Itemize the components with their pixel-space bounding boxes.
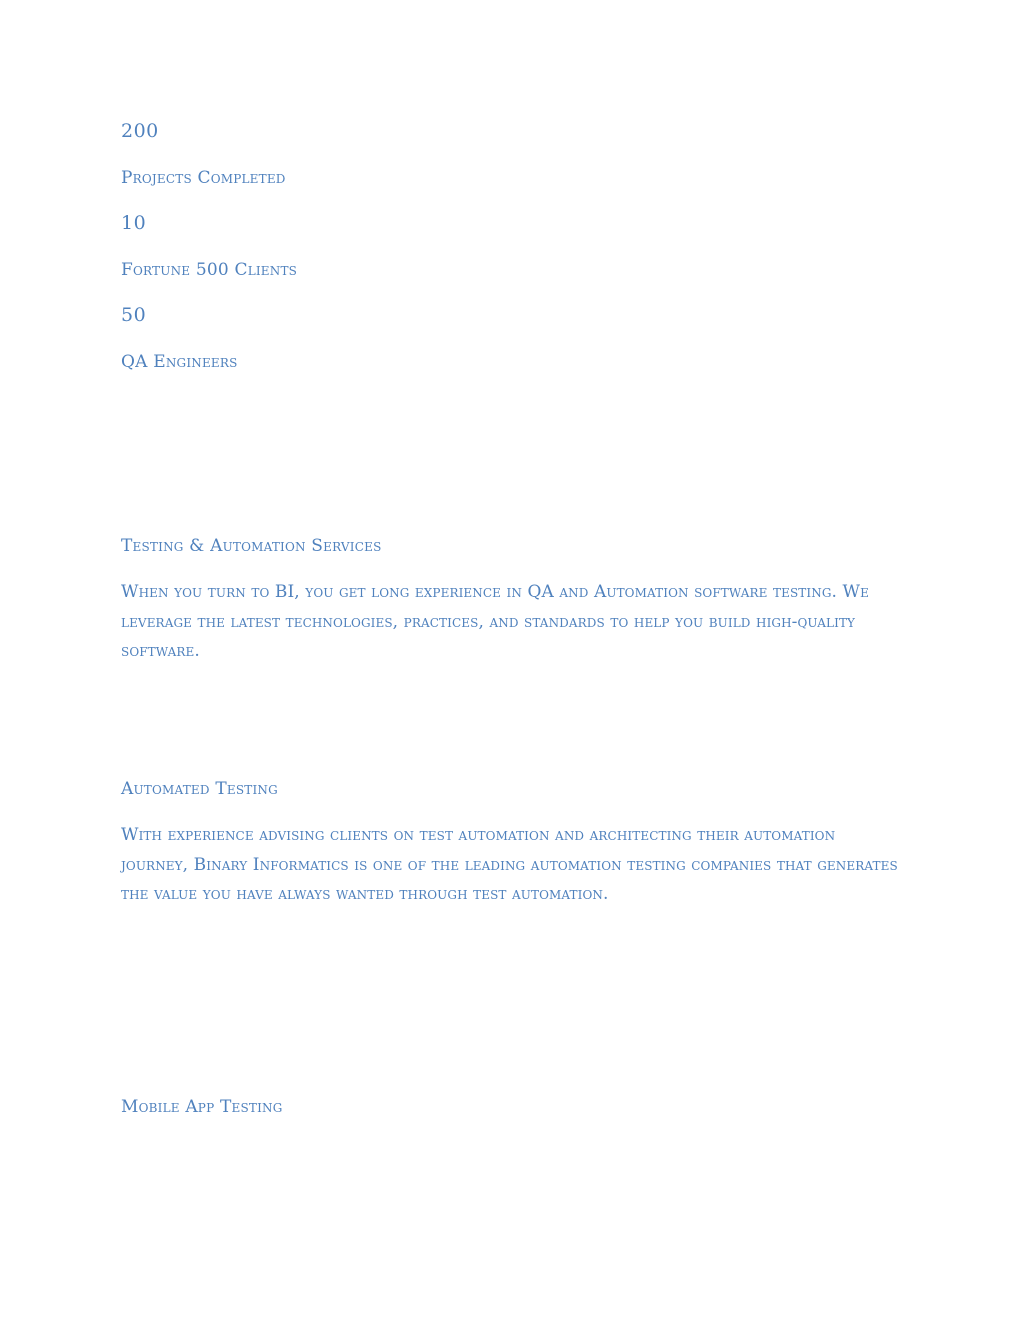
section-body-automated-testing: With experience advising clients on test automation and architecting their automation journey, Binary Informatics is one of the leading automation testing companies that generates the value you have always wanted through test automation. [121,825,898,904]
section-title-automated-testing: Automated Testing [121,779,278,799]
document-page [121,0,911,1325]
stat-engineers-value: 50 [121,304,147,326]
stat-projects-value: 200 [121,120,159,142]
section-title-mobile-app-testing: Mobile App Testing [121,1097,283,1117]
stat-projects-label: Projects Completed [121,168,286,188]
stat-engineers-label: QA Engineers [121,352,238,372]
stat-clients-value: 10 [121,212,147,234]
section-body-testing-automation-services: When you turn to BI, you get long experience in QA and Automation software testing. We leverage the latest technologies, practices, and standards to help you build high-quality software. [121,582,869,661]
stat-clients-label: Fortune 500 Clients [121,260,298,280]
section-title-testing-automation-services: Testing & Automation Services [121,536,382,556]
